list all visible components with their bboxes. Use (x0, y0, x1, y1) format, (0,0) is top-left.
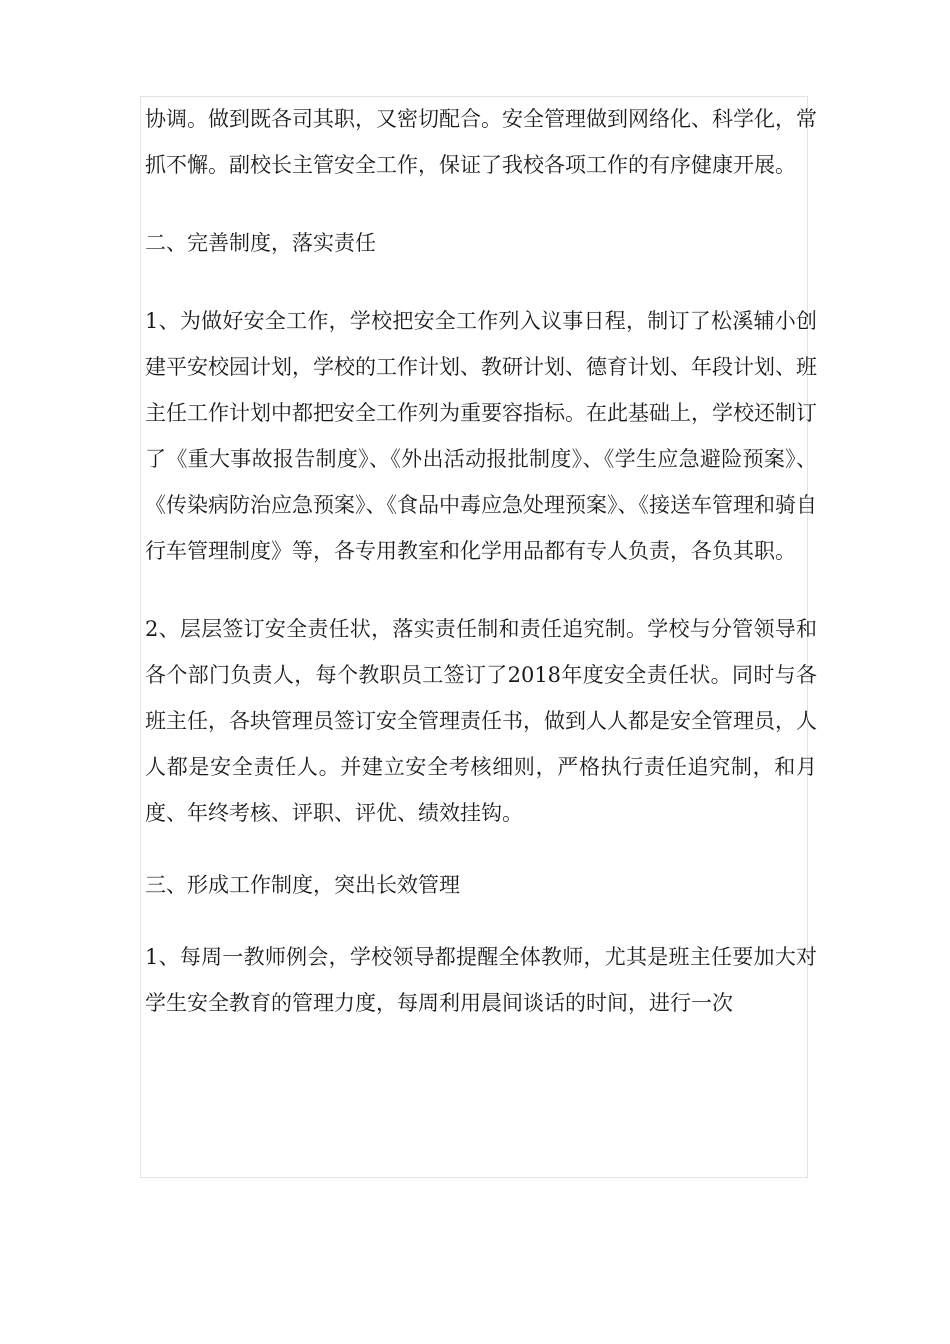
paragraph-2-2: 2、层层签订安全责任状，落实责任制和责任追究制。学校与分管领导和各个部门负责人，每个教职员工签订了2018年度安全责任状。同时与各班主任，各块管理员签订安全管理责任书，做到人人都是安全管理员，人人都是安全责任人。并建立安全考核细则，严格执行责任追究制，和月度、年终考核、评职、评优、绩效挂钩。 (145, 617, 817, 825)
paragraph-3-1: 1、每周一教师例会，学校领导都提醒全体教师，尤其是班主任要加大对学生安全教育的管理力度，每周利用晨间谈话的时间，进行一次 (145, 945, 817, 1015)
document-body (145, 96, 817, 1026)
paragraph-intro: 协调。做到既各司其职，又密切配合。安全管理做到网络化、科学化，常抓不懈。副校长主管安全工作，保证了我校各项工作的有序健康开展。 (145, 107, 817, 177)
section-heading-3: 三、形成工作制度，突出长效管理 (145, 873, 460, 897)
section-heading-2: 二、完善制度，落实责任 (145, 231, 376, 255)
paragraph-2-1: 1、为做好安全工作，学校把安全工作列入议事日程，制订了松溪辅小创建平安校园计划，学校的工作计划、教研计划、德育计划、年段计划、班主任工作计划中都把安全工作列为重要容指标。在此基础上，学校还制订了《重大事故报告制度》、《外出活动报批制度》、《学生应急避险预案》、《传染病防治应急预案》、《食品中毒应急处理预案》、《接送车管理和骑自行车管理制度》等，各专用教室和化学用品都有专人负责，各负其职。 (145, 309, 817, 563)
